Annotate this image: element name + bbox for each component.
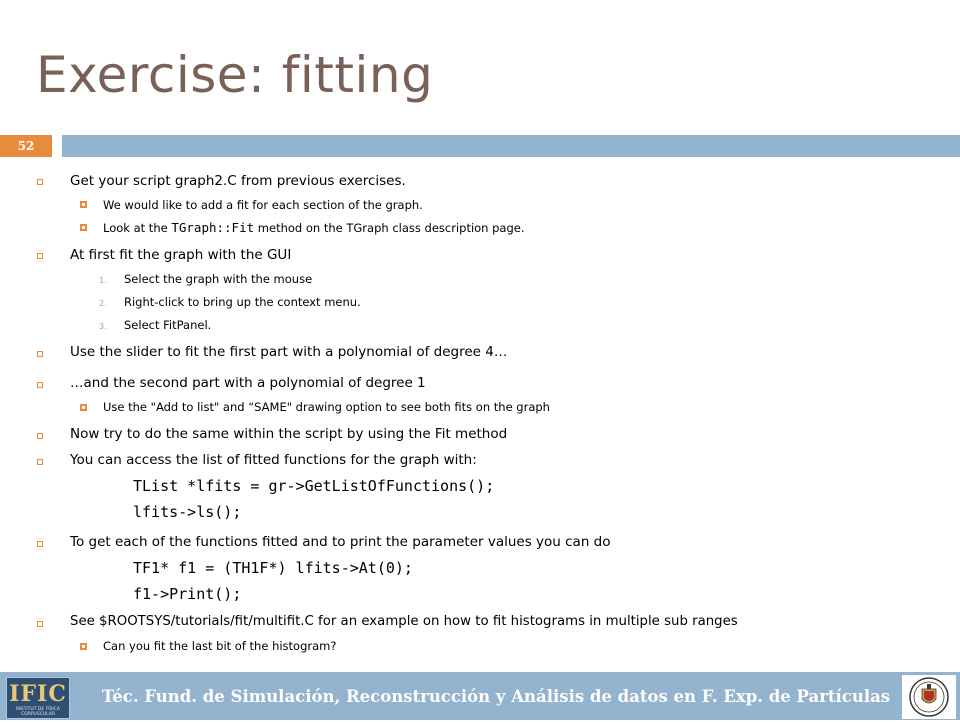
seal-icon: [902, 675, 956, 719]
inline-code: TGraph::Fit: [171, 220, 255, 235]
bullet-square-icon: [37, 433, 43, 439]
slide-title: Exercise: fitting: [36, 46, 434, 104]
bullet-square-icon: [37, 541, 43, 547]
bullet-square-icon: [37, 253, 43, 259]
bullet-text: Use the slider to fit the first part with a polynomial of degree 4…: [70, 344, 508, 360]
numbered-item: Select the graph with the mouse: [124, 272, 313, 286]
footer-text: Téc. Fund. de Simulación, Reconstrucción y Análisis de datos en F. Exp. de Partículas: [101, 686, 891, 706]
sub-bullet-text: Use the "Add to list" and “SAME" drawing option to see both fits on the graph: [103, 400, 550, 414]
sub-bullet-square-icon: [80, 643, 87, 650]
sub-bullet-text: [103, 220, 525, 235]
list-number: 3.: [99, 322, 107, 331]
bullet-square-icon: [37, 179, 43, 185]
bullet-square-icon: [37, 621, 43, 627]
sub-bullet-square-icon: [80, 224, 87, 231]
sub-bullet-text: Can you fit the last bit of the histogram?: [103, 639, 337, 653]
bullet-text: To get each of the functions fitted and to print the parameter values you can do: [70, 534, 611, 550]
sub-bullet-square-icon: [80, 201, 87, 208]
list-number: 2.: [99, 299, 107, 308]
bullet-text: See $ROOTSYS/tutorials/fit/multifit.C for an example on how to fit histograms in multiple sub ranges: [70, 614, 738, 629]
numbered-item: Select FitPanel.: [124, 318, 212, 332]
code-line: TF1* f1 = (TH1F*) lfits->At(0);: [133, 559, 413, 577]
bullet-text: …and the second part with a polynomial of degree 1: [70, 375, 426, 391]
code-line: lfits->ls();: [133, 503, 242, 521]
ific-logo-subtext: INSTITUT DE FÍSICA CORPUSCULAR: [16, 707, 60, 717]
numbered-item: Right-click to bring up the context menu.: [124, 295, 361, 309]
bullet-text: Now try to do the same within the script by using the Fit method: [70, 426, 508, 442]
sub-bullet-square-icon: [80, 404, 87, 411]
code-line: f1->Print();: [133, 585, 242, 603]
list-number: 1.: [99, 276, 107, 285]
ific-logo: [6, 677, 70, 719]
bullet-text: At first fit the graph with the GUI: [70, 247, 292, 263]
text-segment: Look at the: [103, 221, 172, 235]
bullet-square-icon: [37, 382, 43, 388]
university-seal-logo: [902, 675, 956, 719]
sub-bullet-text: We would like to add a fit for each section of the graph.: [103, 198, 423, 212]
bullet-square-icon: [37, 351, 43, 357]
slide-number: 52: [0, 135, 52, 157]
text-segment: method on the TGraph class description page.: [254, 221, 525, 235]
bullet-text: Get your script graph2.C from previous exercises.: [70, 173, 406, 189]
bullet-text: You can access the list of fitted functions for the graph with:: [70, 452, 477, 468]
code-line: TList *lfits = gr->GetListOfFunctions();: [133, 477, 495, 495]
bullet-square-icon: [37, 459, 43, 465]
ific-logo-text: IFIC: [9, 681, 67, 707]
